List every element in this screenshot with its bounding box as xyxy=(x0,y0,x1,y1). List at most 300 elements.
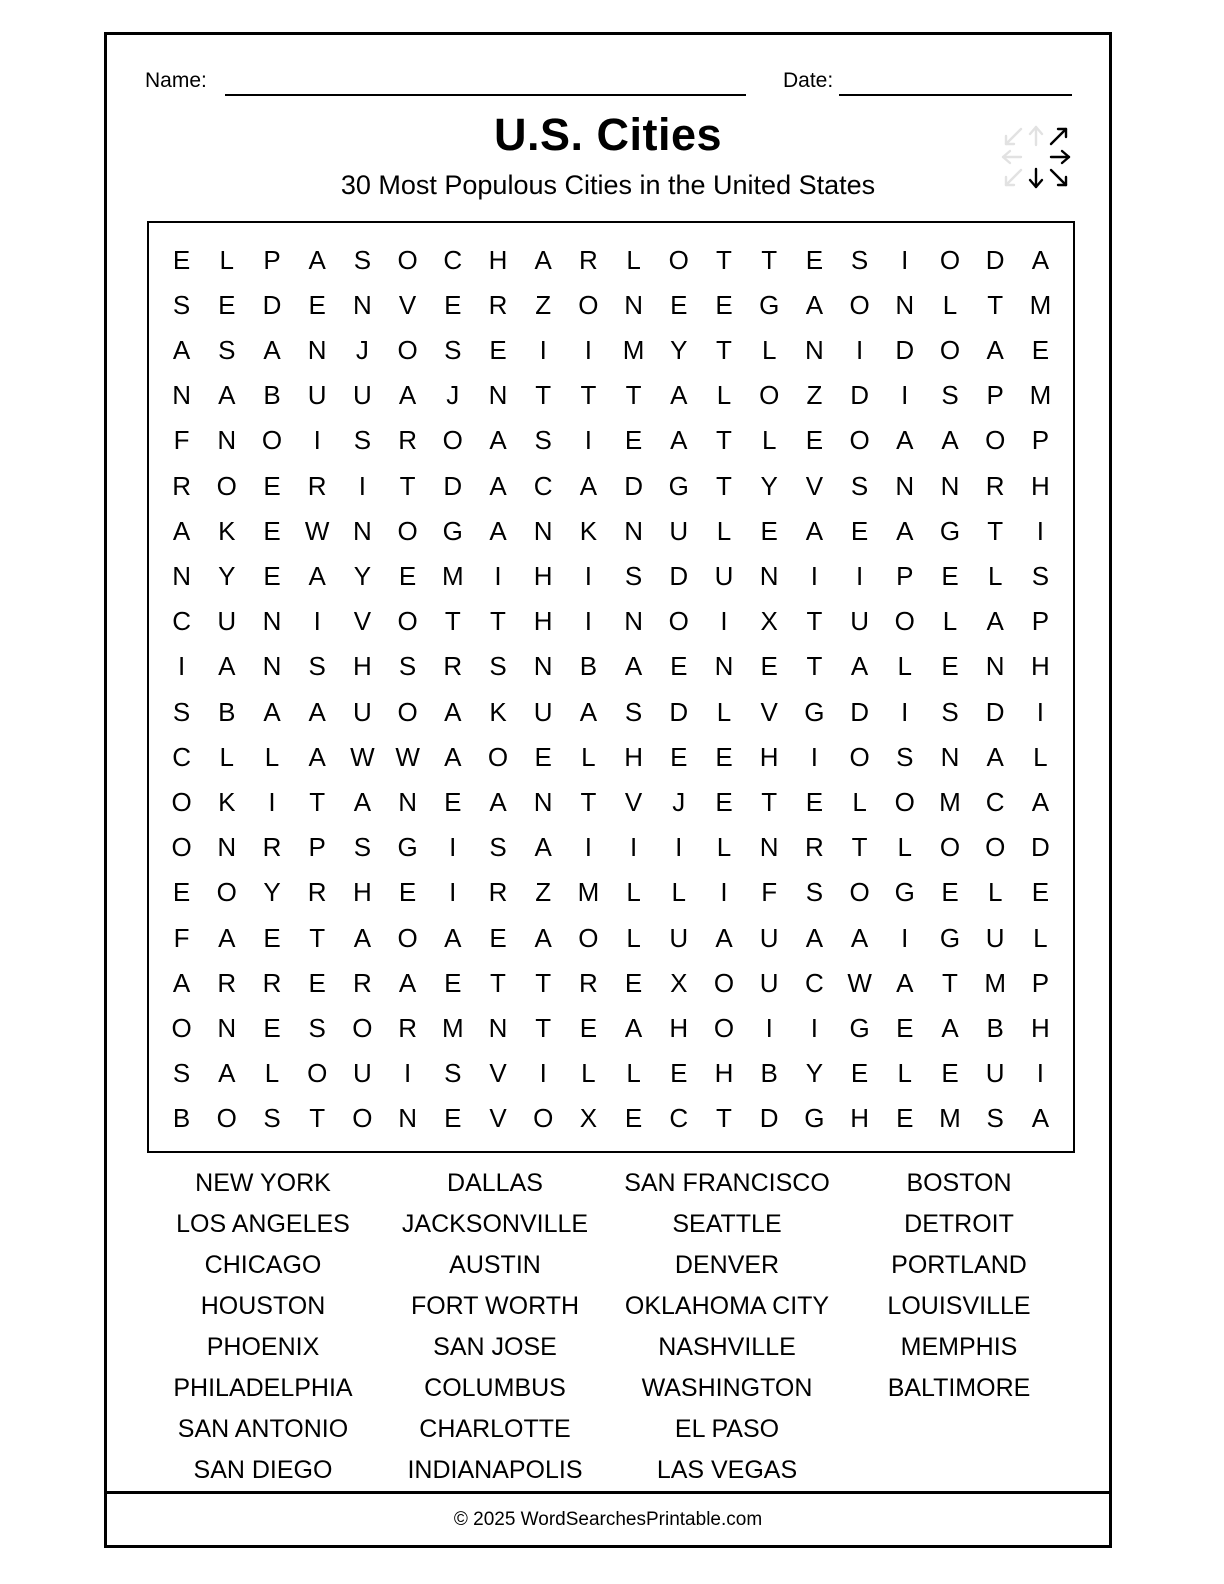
grid-cell[interactable]: G xyxy=(397,832,418,863)
grid-cell[interactable]: T xyxy=(716,244,732,275)
grid-cell[interactable]: T xyxy=(309,786,326,817)
word-list-item[interactable]: WASHINGTON xyxy=(641,1374,813,1402)
grid-cell[interactable]: E xyxy=(896,1012,914,1043)
grid-cell[interactable]: E xyxy=(760,651,778,682)
grid-cell[interactable]: W xyxy=(395,741,420,772)
grid-cell[interactable]: E xyxy=(489,334,507,365)
grid-cell[interactable]: A xyxy=(172,967,191,998)
word-list-item[interactable]: NEW YORK xyxy=(195,1169,331,1197)
grid-cell[interactable]: I xyxy=(449,877,457,908)
grid-cell[interactable]: T xyxy=(761,244,778,275)
word-list-item[interactable]: PHOENIX xyxy=(206,1333,320,1361)
grid-cell[interactable]: I xyxy=(539,1058,547,1089)
grid-cell[interactable]: T xyxy=(535,1012,552,1043)
grid-cell[interactable]: M xyxy=(1029,289,1052,320)
grid-cell[interactable]: D xyxy=(262,289,282,320)
grid-cell[interactable]: O xyxy=(171,832,192,863)
grid-cell[interactable]: D xyxy=(850,380,869,411)
grid-cell[interactable]: G xyxy=(442,515,463,546)
grid-cell[interactable]: I xyxy=(675,832,683,863)
grid-cell[interactable]: S xyxy=(1031,560,1050,591)
word-list-item[interactable]: SAN ANTONIO xyxy=(177,1415,349,1443)
grid-cell[interactable]: H xyxy=(669,1012,689,1043)
grid-cell[interactable]: E xyxy=(941,651,959,682)
grid-cell[interactable]: T xyxy=(490,967,506,998)
grid-cell[interactable]: A xyxy=(1031,1103,1050,1134)
grid-cell[interactable]: S xyxy=(534,425,552,456)
grid-cell[interactable]: S xyxy=(489,832,507,863)
grid-cell[interactable]: E xyxy=(308,289,326,320)
grid-cell[interactable]: P xyxy=(986,380,1004,411)
grid-cell[interactable]: B xyxy=(579,651,598,682)
grid-cell[interactable]: W xyxy=(847,967,872,998)
grid-cell[interactable]: O xyxy=(578,289,599,320)
grid-cell[interactable]: S xyxy=(353,832,372,863)
grid-cell[interactable]: I xyxy=(901,696,909,727)
grid-cell[interactable]: Z xyxy=(806,380,823,411)
grid-cell[interactable]: G xyxy=(668,470,689,501)
grid-cell[interactable]: M xyxy=(441,1012,464,1043)
grid-cell[interactable]: I xyxy=(584,832,593,863)
grid-cell[interactable]: A xyxy=(624,651,643,682)
word-list-item[interactable]: INDIANAPOLIS xyxy=(407,1456,583,1484)
grid-cell[interactable]: L xyxy=(581,741,596,772)
grid-cell[interactable]: L xyxy=(264,1058,280,1089)
grid-cell[interactable]: C xyxy=(172,606,191,637)
grid-cell[interactable]: O xyxy=(171,786,192,817)
grid-cell[interactable]: U xyxy=(353,1058,372,1089)
grid-cell[interactable]: W xyxy=(350,741,375,772)
grid-cell[interactable]: C xyxy=(533,470,553,501)
word-list-item[interactable]: HOUSTON xyxy=(200,1292,326,1320)
grid-cell[interactable]: E xyxy=(624,967,643,998)
grid-cell[interactable]: E xyxy=(172,244,191,275)
grid-cell[interactable]: E xyxy=(670,289,688,320)
grid-cell[interactable]: M xyxy=(1029,380,1052,411)
grid-cell[interactable]: H xyxy=(850,1103,869,1134)
grid-cell[interactable]: T xyxy=(806,606,823,637)
grid-cell[interactable]: N xyxy=(759,560,779,591)
grid-cell[interactable]: Y xyxy=(670,334,688,365)
grid-cell[interactable]: L xyxy=(852,786,867,817)
grid-cell[interactable]: S xyxy=(172,1058,191,1089)
word-list-item[interactable]: EL PASO xyxy=(674,1415,780,1443)
grid-cell[interactable]: I xyxy=(855,560,864,591)
grid-cell[interactable]: E xyxy=(489,922,507,953)
grid-cell[interactable]: A xyxy=(986,741,1004,772)
grid-cell[interactable]: L xyxy=(219,244,235,275)
grid-cell[interactable]: E xyxy=(805,244,824,275)
date-input-line[interactable] xyxy=(839,94,1072,96)
word-list-item[interactable]: PHILADELPHIA xyxy=(173,1374,353,1402)
grid-cell[interactable]: E xyxy=(444,289,462,320)
grid-cell[interactable]: S xyxy=(172,696,191,727)
grid-cell[interactable]: E xyxy=(263,470,281,501)
grid-cell[interactable]: U xyxy=(669,515,689,546)
grid-cell[interactable]: Z xyxy=(535,289,552,320)
grid-cell[interactable]: T xyxy=(716,470,732,501)
grid-cell[interactable]: E xyxy=(850,1058,869,1089)
grid-cell[interactable]: A xyxy=(805,289,824,320)
grid-cell[interactable]: A xyxy=(218,1058,236,1089)
grid-cell[interactable]: E xyxy=(263,922,281,953)
grid-cell[interactable]: L xyxy=(626,1058,641,1089)
grid-cell[interactable]: C xyxy=(443,244,463,275)
grid-cell[interactable]: A xyxy=(850,651,869,682)
grid-cell[interactable]: L xyxy=(761,425,777,456)
grid-cell[interactable]: V xyxy=(353,606,372,637)
grid-cell[interactable]: F xyxy=(173,425,190,456)
grid-cell[interactable]: A xyxy=(534,832,552,863)
word-list-item[interactable]: DALLAS xyxy=(447,1169,543,1197)
grid-cell[interactable]: T xyxy=(716,1103,732,1134)
grid-cell[interactable]: I xyxy=(403,1058,412,1089)
grid-cell[interactable]: O xyxy=(171,1012,192,1043)
grid-cell[interactable]: N xyxy=(533,651,553,682)
grid-cell[interactable]: A xyxy=(444,696,462,727)
grid-cell[interactable]: I xyxy=(268,786,276,817)
grid-cell[interactable]: R xyxy=(579,244,598,275)
grid-cell[interactable]: A xyxy=(398,967,417,998)
letter-grid[interactable] xyxy=(149,223,1073,1151)
grid-cell[interactable]: H xyxy=(533,606,553,637)
grid-cell[interactable]: N xyxy=(353,515,372,546)
grid-cell[interactable]: R xyxy=(985,470,1005,501)
grid-cell[interactable]: L xyxy=(716,515,732,546)
grid-cell[interactable]: E xyxy=(670,651,688,682)
grid-cell[interactable]: B xyxy=(172,1103,191,1134)
grid-cell[interactable]: L xyxy=(626,922,641,953)
grid-cell[interactable]: B xyxy=(986,1012,1004,1043)
grid-cell[interactable]: A xyxy=(805,922,824,953)
grid-cell[interactable]: D xyxy=(669,560,689,591)
grid-cell[interactable]: O xyxy=(397,515,418,546)
grid-cell[interactable]: A xyxy=(850,922,869,953)
grid-cell[interactable]: V xyxy=(760,696,778,727)
word-list-item[interactable]: COLUMBUS xyxy=(424,1374,566,1402)
grid-cell[interactable]: L xyxy=(897,1058,913,1089)
grid-cell[interactable]: A xyxy=(896,515,914,546)
grid-cell[interactable]: R xyxy=(307,877,327,908)
grid-cell[interactable]: E xyxy=(896,1103,914,1134)
grid-cell[interactable]: H xyxy=(353,877,372,908)
grid-cell[interactable]: L xyxy=(942,289,958,320)
word-list-item[interactable]: OKLAHOMA CITY xyxy=(624,1292,830,1320)
grid-cell[interactable]: E xyxy=(805,425,824,456)
grid-cell[interactable]: L xyxy=(1033,922,1048,953)
word-list-item[interactable]: JACKSONVILLE xyxy=(401,1210,589,1238)
grid-cell[interactable]: D xyxy=(850,696,869,727)
grid-cell[interactable]: I xyxy=(313,425,321,456)
grid-cell[interactable]: E xyxy=(263,515,281,546)
word-list-item[interactable]: LOS ANGELES xyxy=(176,1210,350,1238)
word-list-item[interactable]: CHICAGO xyxy=(204,1251,322,1279)
word-list-item[interactable]: CHARLOTTE xyxy=(419,1415,571,1443)
grid-cell[interactable]: A xyxy=(941,425,959,456)
grid-cell[interactable]: H xyxy=(624,741,643,772)
grid-cell[interactable]: N xyxy=(262,606,282,637)
grid-cell[interactable]: S xyxy=(308,1012,326,1043)
grid-cell[interactable]: D xyxy=(443,470,463,501)
grid-cell[interactable]: I xyxy=(810,560,819,591)
grid-cell[interactable]: A xyxy=(218,380,236,411)
grid-cell[interactable]: R xyxy=(488,877,508,908)
grid-cell[interactable]: J xyxy=(446,380,460,411)
grid-cell[interactable]: Z xyxy=(535,877,552,908)
grid-cell[interactable]: E xyxy=(444,967,462,998)
grid-cell[interactable]: E xyxy=(941,560,959,591)
grid-cell[interactable]: N xyxy=(217,832,237,863)
grid-cell[interactable]: B xyxy=(218,696,236,727)
grid-cell[interactable]: B xyxy=(760,1058,778,1089)
grid-cell[interactable]: N xyxy=(985,651,1005,682)
grid-cell[interactable]: O xyxy=(307,1058,328,1089)
grid-cell[interactable]: I xyxy=(358,470,367,501)
grid-cell[interactable]: V xyxy=(489,1103,507,1134)
grid-cell[interactable]: T xyxy=(716,425,732,456)
grid-cell[interactable]: O xyxy=(352,1012,373,1043)
grid-cell[interactable]: A xyxy=(172,515,191,546)
grid-cell[interactable]: U xyxy=(850,606,869,637)
grid-cell[interactable]: S xyxy=(850,244,869,275)
grid-cell[interactable]: H xyxy=(533,560,553,591)
grid-cell[interactable]: O xyxy=(759,380,780,411)
grid-cell[interactable]: F xyxy=(173,922,190,953)
grid-cell[interactable]: T xyxy=(444,606,461,637)
grid-cell[interactable]: L xyxy=(942,606,958,637)
grid-cell[interactable]: K xyxy=(579,515,598,546)
grid-cell[interactable]: A xyxy=(805,515,824,546)
grid-cell[interactable]: I xyxy=(449,832,457,863)
grid-cell[interactable]: O xyxy=(849,741,870,772)
grid-cell[interactable]: A xyxy=(489,470,507,501)
grid-cell[interactable]: Y xyxy=(263,877,281,908)
grid-cell[interactable]: O xyxy=(894,606,915,637)
grid-cell[interactable]: E xyxy=(715,786,733,817)
grid-cell[interactable]: A xyxy=(263,696,281,727)
grid-cell[interactable]: E xyxy=(715,741,733,772)
grid-cell[interactable]: S xyxy=(444,334,462,365)
grid-cell[interactable]: T xyxy=(761,786,778,817)
grid-cell[interactable]: E xyxy=(308,967,326,998)
grid-cell[interactable]: O xyxy=(668,244,689,275)
grid-cell[interactable]: U xyxy=(669,922,689,953)
grid-cell[interactable]: V xyxy=(805,470,824,501)
grid-cell[interactable]: S xyxy=(172,289,191,320)
grid-cell[interactable]: S xyxy=(218,334,236,365)
grid-cell[interactable]: U xyxy=(353,380,372,411)
grid-cell[interactable]: A xyxy=(534,922,552,953)
grid-cell[interactable]: R xyxy=(398,425,417,456)
grid-cell[interactable]: O xyxy=(668,606,689,637)
grid-cell[interactable]: O xyxy=(849,425,870,456)
grid-cell[interactable]: O xyxy=(442,425,463,456)
grid-cell[interactable]: H xyxy=(714,1058,734,1089)
word-list-item[interactable]: NASHVILLE xyxy=(658,1333,796,1361)
grid-cell[interactable]: R xyxy=(579,967,598,998)
grid-cell[interactable]: M xyxy=(441,560,464,591)
grid-cell[interactable]: H xyxy=(1031,1012,1050,1043)
grid-cell[interactable]: E xyxy=(218,289,236,320)
grid-cell[interactable]: I xyxy=(810,1012,819,1043)
grid-cell[interactable]: P xyxy=(896,560,914,591)
grid-cell[interactable]: E xyxy=(579,1012,598,1043)
grid-cell[interactable]: T xyxy=(625,380,642,411)
grid-cell[interactable]: S xyxy=(444,1058,462,1089)
grid-cell[interactable]: O xyxy=(397,606,418,637)
grid-cell[interactable]: P xyxy=(263,244,281,275)
grid-cell[interactable]: E xyxy=(624,425,643,456)
grid-cell[interactable]: U xyxy=(759,967,779,998)
grid-cell[interactable]: I xyxy=(584,425,593,456)
grid-cell[interactable]: N xyxy=(353,289,372,320)
grid-cell[interactable]: N xyxy=(217,425,237,456)
word-list-item[interactable]: DETROIT xyxy=(904,1210,1014,1238)
grid-cell[interactable]: O xyxy=(261,425,283,456)
grid-cell[interactable]: I xyxy=(494,560,502,591)
grid-cell[interactable]: S xyxy=(896,741,914,772)
grid-cell[interactable]: I xyxy=(720,877,728,908)
word-list-item[interactable]: BALTIMORE xyxy=(887,1374,1031,1402)
grid-cell[interactable]: O xyxy=(985,832,1006,863)
grid-cell[interactable]: O xyxy=(487,741,509,772)
grid-cell[interactable]: E xyxy=(263,1012,281,1043)
grid-cell[interactable]: O xyxy=(216,1103,237,1134)
grid-cell[interactable]: Y xyxy=(805,1058,824,1089)
grid-cell[interactable]: C xyxy=(669,1103,689,1134)
grid-cell[interactable]: N xyxy=(940,470,960,501)
grid-cell[interactable]: R xyxy=(488,289,508,320)
grid-cell[interactable]: I xyxy=(177,651,186,682)
grid-cell[interactable]: E xyxy=(670,1058,688,1089)
grid-cell[interactable]: E xyxy=(715,289,733,320)
grid-cell[interactable]: A xyxy=(534,244,552,275)
grid-cell[interactable]: C xyxy=(172,741,191,772)
grid-cell[interactable]: T xyxy=(399,470,416,501)
grid-cell[interactable]: A xyxy=(670,380,688,411)
grid-cell[interactable]: S xyxy=(624,560,643,591)
grid-cell[interactable]: A xyxy=(444,922,462,953)
grid-cell[interactable]: M xyxy=(577,877,600,908)
grid-cell[interactable]: N xyxy=(940,741,960,772)
grid-cell[interactable]: G xyxy=(939,515,961,546)
grid-cell[interactable]: D xyxy=(624,470,643,501)
grid-cell[interactable]: A xyxy=(986,606,1004,637)
grid-cell[interactable]: R xyxy=(398,1012,417,1043)
grid-cell[interactable]: V xyxy=(489,1058,507,1089)
grid-cell[interactable]: R xyxy=(217,967,237,998)
grid-cell[interactable]: A xyxy=(489,425,507,456)
grid-cell[interactable]: I xyxy=(584,606,593,637)
grid-cell[interactable]: U xyxy=(307,380,327,411)
grid-cell[interactable]: I xyxy=(1036,696,1045,727)
grid-cell[interactable]: S xyxy=(398,651,417,682)
grid-cell[interactable]: S xyxy=(308,651,326,682)
grid-cell[interactable]: O xyxy=(713,1012,735,1043)
grid-cell[interactable]: M xyxy=(939,786,961,817)
grid-cell[interactable]: N xyxy=(805,334,824,365)
grid-cell[interactable]: L xyxy=(581,1058,596,1089)
grid-cell[interactable]: W xyxy=(304,515,330,546)
word-list-item[interactable]: SEATTLE xyxy=(672,1210,782,1238)
grid-cell[interactable]: O xyxy=(939,334,961,365)
grid-cell[interactable]: U xyxy=(985,1058,1005,1089)
grid-cell[interactable]: S xyxy=(941,380,959,411)
word-list-item[interactable]: AUSTIN xyxy=(449,1251,541,1279)
grid-cell[interactable]: E xyxy=(263,560,281,591)
grid-cell[interactable]: O xyxy=(397,244,418,275)
word-search-grid[interactable] xyxy=(147,221,1075,1153)
grid-cell[interactable]: O xyxy=(894,786,915,817)
grid-cell[interactable]: T xyxy=(806,651,823,682)
grid-cell[interactable]: A xyxy=(715,922,733,953)
grid-cell[interactable]: L xyxy=(1033,741,1048,772)
grid-cell[interactable]: U xyxy=(714,560,734,591)
grid-cell[interactable]: A xyxy=(263,334,281,365)
grid-cell[interactable]: D xyxy=(759,1103,779,1134)
grid-cell[interactable]: T xyxy=(309,1103,326,1134)
grid-cell[interactable]: T xyxy=(942,967,958,998)
grid-cell[interactable]: U xyxy=(533,696,553,727)
grid-cell[interactable]: S xyxy=(850,470,869,501)
grid-cell[interactable]: I xyxy=(720,606,728,637)
grid-cell[interactable]: V xyxy=(398,289,417,320)
grid-cell[interactable]: N xyxy=(714,651,734,682)
grid-cell[interactable]: O xyxy=(533,1103,554,1134)
grid-cell[interactable]: G xyxy=(894,877,915,908)
grid-cell[interactable]: E xyxy=(624,1103,643,1134)
grid-cell[interactable]: L xyxy=(987,877,1003,908)
grid-cell[interactable]: N xyxy=(398,786,417,817)
grid-cell[interactable]: S xyxy=(263,1103,281,1134)
grid-cell[interactable]: M xyxy=(984,967,1007,998)
grid-cell[interactable]: N xyxy=(895,289,915,320)
grid-cell[interactable]: K xyxy=(218,786,236,817)
grid-cell[interactable]: R xyxy=(262,832,282,863)
grid-cell[interactable]: N xyxy=(488,1012,508,1043)
grid-cell[interactable]: L xyxy=(716,832,732,863)
grid-cell[interactable]: A xyxy=(1031,786,1050,817)
grid-cell[interactable]: N xyxy=(533,786,553,817)
grid-cell[interactable]: M xyxy=(622,334,645,365)
grid-cell[interactable]: A xyxy=(218,651,236,682)
grid-cell[interactable]: U xyxy=(217,606,237,637)
grid-cell[interactable]: H xyxy=(353,651,372,682)
grid-cell[interactable]: O xyxy=(578,922,599,953)
grid-cell[interactable]: O xyxy=(352,1103,373,1134)
grid-cell[interactable]: A xyxy=(941,1012,959,1043)
grid-cell[interactable]: N xyxy=(217,1012,237,1043)
grid-cell[interactable]: Y xyxy=(760,470,778,501)
grid-cell[interactable]: L xyxy=(671,877,687,908)
grid-cell[interactable]: H xyxy=(488,244,508,275)
grid-cell[interactable]: A xyxy=(172,334,191,365)
grid-cell[interactable]: A xyxy=(444,741,462,772)
grid-cell[interactable]: L xyxy=(987,560,1003,591)
grid-cell[interactable]: U xyxy=(353,696,372,727)
grid-cell[interactable]: N xyxy=(307,334,327,365)
grid-cell[interactable]: S xyxy=(624,696,643,727)
grid-cell[interactable]: O xyxy=(397,334,418,365)
grid-cell[interactable]: D xyxy=(895,334,915,365)
grid-cell[interactable]: C xyxy=(985,786,1005,817)
grid-cell[interactable]: L xyxy=(761,334,777,365)
grid-cell[interactable]: A xyxy=(218,922,236,953)
grid-cell[interactable]: D xyxy=(1031,832,1050,863)
grid-cell[interactable]: D xyxy=(985,696,1005,727)
grid-cell[interactable]: A xyxy=(896,425,914,456)
grid-cell[interactable]: N xyxy=(759,832,779,863)
